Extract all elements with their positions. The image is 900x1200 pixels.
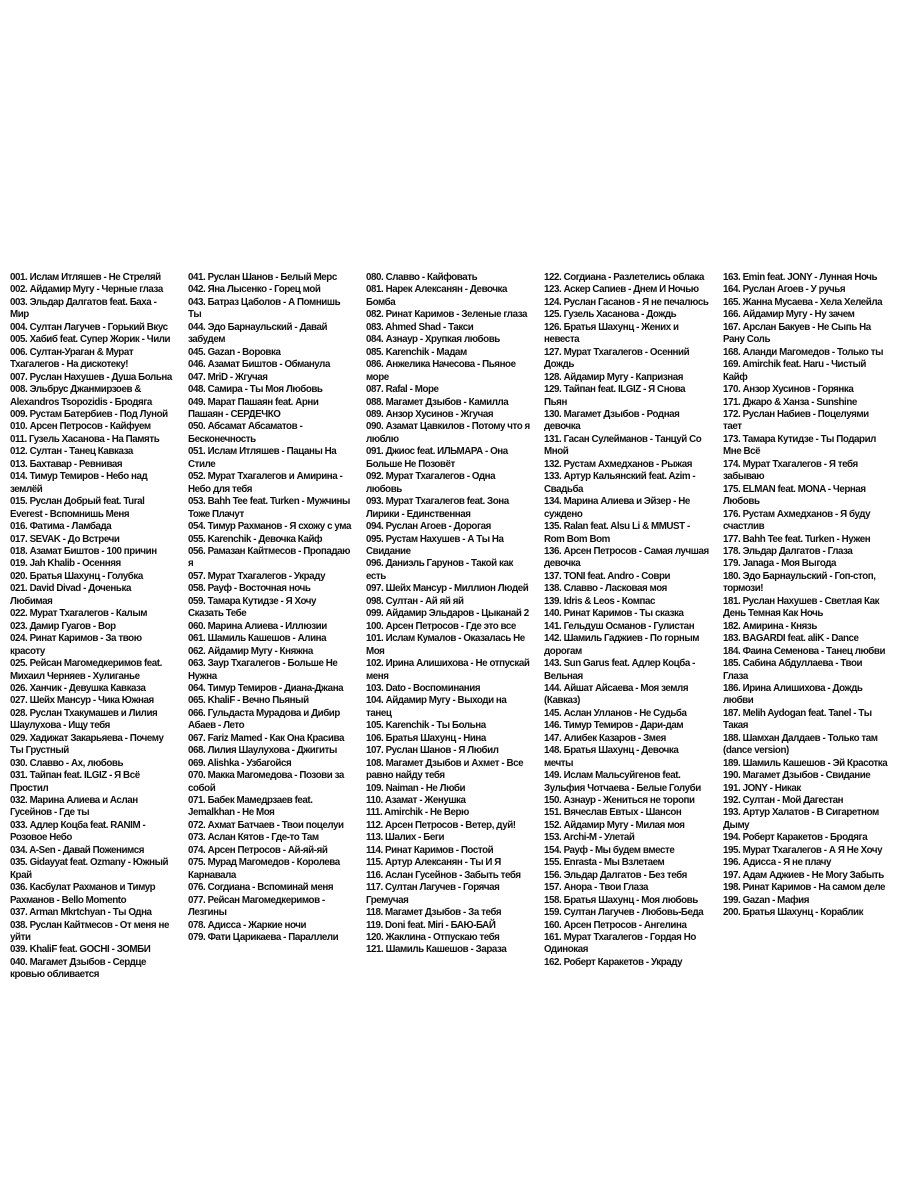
track-entry: 134. Марина Алиева и Эйзер - Не суждено (544, 496, 690, 520)
track-entry: 146. Тимур Темиров - Дари-дам (544, 720, 684, 732)
track-entry: 040. Магамет Дзыбов - Сердце кровью обливается (10, 956, 146, 981)
track-entry: 176. Рустам Ахмедханов - Я буду счастлив (723, 508, 871, 533)
track-entry: 007. Руслан Нахушев - Душа Больна (10, 371, 172, 383)
track-entry: 101. Ислам Кумалов - Оказалась Не Моя (366, 633, 525, 657)
track-entry: 108. Магамет Дзыбов и Ахмет - Все равно найду тебя (366, 757, 524, 782)
track-entry: 072. Ахмат Батчаев - Твои поцелуи (188, 819, 344, 831)
track-entry: 198. Ринат Каримов - На самом деле (723, 882, 886, 894)
track-entry: 113. Шалих - Беги (366, 832, 445, 844)
track-entry: 062. Айдамир Мугу - Княжна (188, 645, 313, 657)
track-entry: 085. Karenchik - Мадам (366, 346, 467, 358)
track-entry: 090. Азамат Цавкилов - Потому что я люблю (366, 421, 530, 445)
track-entry: 060. Марина Алиева - Иллюзии (188, 620, 327, 632)
track-entry: 033. Адлер Коцба feat. RANIM - Розовое Небо (10, 819, 146, 844)
track-entry: 174. Мурат Тхагалегов - Я тебя забываю (723, 458, 858, 483)
track-entry: 066. Гульдаста Мурадова и Дибир Абаев - Лето (188, 707, 340, 732)
track-entry: 079. Фати Царикаева - Параллели (188, 932, 339, 944)
tracklist-column-3 (366, 272, 531, 957)
track-entry: 183. BAGARDI feat. aliK - Dance (723, 633, 859, 645)
track-entry: 173. Тамара Кутидзе - Ты Подарил Мне Всё (723, 433, 876, 458)
track-entry: 088. Магамет Дзыбов - Камилла (366, 396, 509, 408)
track-entry: 144. Айшат Айсаева - Моя земля (Кавказ) (544, 682, 689, 707)
track-entry: 077. Рейсан Магомедкеримов - Лезгины (188, 894, 325, 919)
track-entry: 133. Артур Кальянский feat. Azim - Свадьба (544, 471, 696, 495)
track-entry: 109. Naiman - Не Люби (366, 782, 466, 794)
track-entry: 102. Ирина Алишихова - Не отпускай меня (366, 658, 530, 682)
track-entry: 115. Артур Алексанян - Ты И Я (366, 857, 501, 869)
track-entry: 043. Батраз Цаболов - А Помнишь Ты (188, 296, 341, 321)
track-entry: 002. Айдамир Мугу - Черные глаза (10, 284, 163, 296)
track-entry: 105. Karenchik - Ты Больна (366, 720, 486, 732)
track-entry: 071. Бабек Мамедрзаев feat. Jemalkhan - Не Моя (188, 795, 313, 819)
track-entry: 161. Мурат Тхагалегов - Гордая Но Одинокая (544, 932, 696, 956)
track-entry: 086. Анжелика Начесова - Пьяное море (366, 359, 516, 383)
track-entry: 143. Sun Garus feat. Адлер Коцба - Вельная (544, 658, 695, 682)
track-entry: 032. Марина Алиева и Аслан Гусейнов - Где ты (10, 795, 138, 819)
track-entry: 120. Жаклина - Отпускаю тебя (366, 932, 500, 944)
track-entry: 038. Руслан Кайтмесов - От меня не уйти (10, 919, 169, 944)
track-entry: 186. Ирина Алишихова - Дождь любви (723, 682, 863, 707)
track-entry: 058. Рауф - Восточная ночь (188, 583, 311, 595)
track-entry: 024. Ринат Каримов - За твою красоту (10, 633, 142, 657)
track-entry: 114. Ринат Каримов - Постой (366, 844, 494, 856)
track-entry: 031. Тайпан feat. ILGIZ - Я Всё Простил (10, 770, 140, 794)
track-entry: 037. Arman Mkrtchyan - Ты Одна (10, 907, 152, 919)
track-entry: 092. Мурат Тхагалегов - Одна любовь (366, 471, 496, 495)
track-entry: 119. Doni feat. Miri - БАЮ-БАЙ (366, 919, 496, 931)
track-entry: 013. Бахтавар - Ревнивая (10, 458, 123, 470)
track-entry: 151. Вячеслав Евтых - Шансон (544, 807, 682, 819)
track-entry: 135. Ralan feat. Alsu Li & MMUST - Rom Bom Bom (544, 521, 690, 545)
track-entry: 175. ELMAN feat. MONA - Черная Любовь (723, 483, 866, 508)
track-entry: 107. Руслан Шанов - Я Любил (366, 745, 499, 757)
track-entry: 188. Шамхан Далдаев - Только там (dance version) (723, 732, 878, 757)
track-entry: 001. Ислам Итляшев - Не Стреляй (10, 272, 161, 283)
track-entry: 181. Руслан Нахушев - Светлая Как День Темная Как Ночь (723, 595, 880, 620)
track-entry: 125. Гузель Хасанова - Дождь (544, 309, 677, 321)
track-entry: 078. Адисса - Жаркие ночи (188, 919, 307, 931)
track-entry: 129. Тайпан feat. ILGIZ - Я Снова Пьян (544, 384, 686, 408)
track-entry: 180. Эдо Барнаульский - Гоп-стоп, тормози! (723, 570, 876, 595)
track-entry: 049. Марат Пашаян feat. Арни Пашаян - СЕРДЕЧКО (188, 396, 319, 420)
track-entry: 035. Gidayyat feat. Ozmany - Южный Край (10, 857, 169, 881)
track-entry: 140. Ринат Каримов - Ты сказка (544, 608, 684, 620)
track-entry: 073. Аслан Кятов - Где-то Там (188, 832, 319, 844)
track-entry: 030. Славво - Ах, любовь (10, 757, 124, 769)
track-entry: 121. Шамиль Кашешов - Зараза (366, 944, 507, 956)
track-entry: 154. Рауф - Мы будем вместе (544, 844, 675, 856)
track-entry: 010. Арсен Петросов - Кайфуем (10, 421, 151, 433)
track-entry: 096. Даниэль Гарунов - Такой как есть (366, 558, 513, 582)
track-entry: 191. JONY - Никак (723, 782, 801, 794)
track-entry: 009. Рустам Батербиев - Под Луной (10, 408, 168, 420)
track-entry: 004. Султан Лагучев - Горький Вкус (10, 321, 168, 333)
track-entry: 142. Шамиль Гаджиев - По горным дорогам (544, 633, 700, 657)
track-entry: 012. Султан - Танец Кавказа (10, 446, 133, 458)
track-entry: 157. Анора - Твои Глаза (544, 882, 649, 894)
tracklist-column-1 (10, 272, 175, 982)
track-entry: 054. Тимур Рахманов - Я схожу с ума (188, 521, 351, 533)
track-entry: 028. Руслан Тхакумашев и Лилия Шаулухова - Ищу тебя (10, 707, 158, 732)
track-entry: 100. Арсен Петросов - Где это все (366, 620, 516, 632)
track-entry: 172. Руслан Набиев - Поцелуями тает (723, 408, 869, 433)
track-entry: 074. Арсен Петросов - Ай-яй-яй (188, 844, 328, 856)
track-entry: 123. Аскер Сапиев - Днем И Ночью (544, 284, 699, 296)
track-entry: 116. Аслан Гусейнов - Забыть тебя (366, 869, 521, 881)
track-entry: 145. Аслан Улланов - Не Судьба (544, 707, 687, 719)
track-entry: 130. Магамет Дзыбов - Родная девочка (544, 408, 680, 433)
track-entry: 153. Archi-M - Улетай (544, 832, 635, 844)
track-entry: 190. Магамет Дзыбов - Свидание (723, 770, 871, 782)
track-entry: 168. Аланди Магомедов - Только ты (723, 346, 884, 358)
track-entry: 192. Султан - Мой Дагестан (723, 795, 844, 807)
track-entry: 091. Джиос feat. ИЛЬМАРА - Она Больше Не Позовёт (366, 446, 508, 470)
track-entry: 021. David Divad - Доченька Любимая (10, 583, 131, 607)
track-entry: 095. Рустам Нахушев - А Ты На Свидание (366, 533, 504, 557)
track-entry: 171. Джаро & Ханза - Sunshine (723, 396, 857, 408)
track-entry: 036. Касбулат Рахманов и Тимур Рахманов - Bello Momento (10, 882, 156, 906)
track-entry: 122. Согдиана - Разлетелись облака (544, 272, 704, 283)
track-entry: 011. Гузель Хасанова - На Память (10, 433, 160, 445)
track-entry: 160. Арсен Петросов - Ангелина (544, 919, 687, 931)
track-entry: 132. Рустам Ахмедханов - Рыжая (544, 458, 693, 470)
track-entry: 106. Братья Шахунц - Нина (366, 732, 486, 744)
track-entry: 104. Айдамир Мугу - Выходи на танец (366, 695, 507, 719)
track-entry: 087. Rafal - Море (366, 384, 439, 396)
track-entry: 059. Тамара Кутидзе - Я Хочу Сказать Тебе (188, 595, 317, 620)
track-entry: 165. Жанна Мусаева - Хела Хелейла (723, 296, 883, 308)
track-entry: 089. Анзор Хусинов - Жгучая (366, 408, 494, 420)
track-entry: 199. Gazan - Мафия (723, 894, 810, 906)
track-entry: 044. Эдо Барнаульский - Давай забудем (188, 321, 328, 346)
track-entry: 141. Гельдуш Османов - Гулистан (544, 620, 695, 632)
track-entry: 093. Мурат Тхагалегов feat. Зона Лирики - Единственная (366, 496, 509, 520)
track-entry: 178. Эльдар Далгатов - Глаза (723, 545, 853, 557)
track-entry: 099. Айдамир Эльдаров - Цыканай 2 (366, 608, 529, 620)
track-entry: 083. Ahmed Shad - Такси (366, 321, 474, 333)
track-entry: 177. Bahh Tee feat. Turken - Нужен (723, 533, 871, 545)
track-entry: 127. Мурат Тхагалегов - Осенний Дождь (544, 346, 690, 371)
tracklist-column-5 (723, 272, 888, 920)
track-entry: 048. Самира - Ты Моя Любовь (188, 384, 323, 396)
track-entry: 082. Ринат Каримов - Зеленые глаза (366, 309, 528, 321)
track-entry: 006. Султан-Ураган & Мурат Тхагалегов - На дискотеку! (10, 346, 134, 371)
track-entry: 045. Gazan - Воровка (188, 346, 281, 358)
track-entry: 064. Тимур Темиров - Диана-Джана (188, 682, 344, 694)
track-entry: 019. Jah Khalib - Осенняя (10, 558, 121, 570)
track-entry: 166. Айдамир Мугу - Ну зачем (723, 309, 855, 321)
track-entry: 155. Enrasta - Мы Взлетаем (544, 857, 665, 869)
track-entry: 117. Султан Лагучев - Горячая Гремучая (366, 882, 500, 906)
track-entry: 052. Мурат Тхагалегов и Амирина - Небо для тебя (188, 471, 343, 495)
track-entry: 003. Эльдар Далгатов feat. Баха - Мир (10, 296, 157, 321)
track-entry: 008. Эльбрус Джанмирзоев & Alexandros Tsopozidis - Бродяга (10, 384, 152, 408)
track-entry: 110. Азамат - Женушка (366, 795, 466, 807)
track-entry: 167. Арслан Бакуев - Не Сыпь На Рану Соль (723, 321, 871, 346)
track-entry: 126. Братья Шахунц - Жених и невеста (544, 321, 679, 346)
track-entry: 111. Amirchik - Не Верю (366, 807, 469, 819)
track-entry: 103. Dato - Воспоминания (366, 682, 481, 694)
track-entry: 053. Bahh Tee feat. Turken - Мужчины Тоже Плачут (188, 496, 350, 520)
track-entry: 017. SEVAK - До Встречи (10, 533, 120, 545)
track-entry: 163. Emin feat. JONY - Лунная Ночь (723, 272, 878, 283)
track-entry: 018. Азамат Биштов - 100 причин (10, 545, 157, 557)
track-entry: 112. Арсен Петросов - Ветер, дуй! (366, 819, 516, 831)
track-entry: 076. Согдиана - Вспоминай меня (188, 882, 334, 894)
track-entry: 137. TONI feat. Andro - Соври (544, 570, 671, 582)
track-entry: 041. Руслан Шанов - Белый Мерс (188, 272, 337, 283)
track-entry: 187. Melih Aydogan feat. Tanel - Ты Такая (723, 707, 872, 732)
track-entry: 065. KhaliF - Вечно Пьяный (188, 695, 309, 707)
track-entry: 138. Славво - Ласковая моя (544, 583, 667, 595)
track-entry: 047. MriD - Жгучая (188, 371, 268, 383)
track-entry: 169. Amirchik feat. Haru - Чистый Кайф (723, 359, 866, 383)
track-entry: 016. Фатима - Ламбада (10, 521, 112, 533)
track-entry: 170. Анзор Хусинов - Горянка (723, 384, 854, 396)
track-entry: 150. Азнаур - Жениться не торопи (544, 795, 695, 807)
track-entry: 182. Амирина - Князь (723, 620, 817, 632)
track-entry: 080. Славво - Кайфовать (366, 272, 478, 283)
track-entry: 156. Эльдар Далгатов - Без тебя (544, 869, 687, 881)
tracklist-column-4 (544, 272, 709, 969)
track-entry: 068. Лилия Шаулухова - Джигиты (188, 745, 337, 757)
track-entry: 081. Нарек Алексанян - Девочка Бомба (366, 284, 508, 308)
track-entry: 136. Арсен Петросов - Самая лучшая девочка (544, 545, 709, 570)
track-entry: 070. Макка Магомедова - Позови за собой (188, 770, 344, 794)
track-entry: 020. Братья Шахунц - Голубка (10, 570, 143, 582)
track-entry: 061. Шамиль Кашешов - Алина (188, 633, 327, 645)
track-entry: 056. Рамазан Кайтмесов - Пропадаю я (188, 545, 351, 570)
track-entry: 159. Султан Лагучев - Любовь-Беда (544, 907, 704, 919)
track-entry: 139. Idris & Leos - Компас (544, 595, 656, 607)
track-entry: 195. Мурат Тхагалегов - А Я Не Хочу (723, 844, 883, 856)
track-entry: 179. Janaga - Моя Выгода (723, 558, 837, 570)
track-entry: 015. Руслан Добрый feat. Tural Everest - Вспомнишь Меня (10, 496, 145, 520)
track-entry: 075. Мурад Магомедов - Королева Карнавала (188, 857, 340, 881)
track-entry: 014. Тимур Темиров - Небо над землёй (10, 471, 148, 495)
track-entry: 118. Магамет Дзыбов - За тебя (366, 907, 502, 919)
track-entry: 084. Азнаур - Хрупкая любовь (366, 334, 500, 346)
track-entry: 026. Ханчик - Девушка Кавказа (10, 682, 146, 694)
track-entry: 027. Шейх Мансур - Чика Южная (10, 695, 154, 707)
track-entry: 034. A-Sen - Давай Поженимся (10, 844, 144, 856)
track-entry: 158. Братья Шахунц - Моя любовь (544, 894, 698, 906)
track-entry: 149. Ислам Мальсуйгенов feat. Зульфия Чотчаева - Белые Голуби (544, 770, 701, 794)
track-entry: 069. Alishka - Узбагойся (188, 757, 292, 769)
track-entry: 193. Артур Халатов - В Сигаретном Дыму (723, 807, 879, 831)
track-entry: 022. Мурат Тхагалегов - Калым (10, 608, 148, 620)
track-entry: 005. Хабиб feat. Супер Жорик - Чили (10, 334, 171, 346)
track-entry: 185. Сабина Абдуллаева - Твои Глаза (723, 658, 863, 682)
track-entry: 042. Яна Лысенко - Горец мой (188, 284, 321, 296)
track-entry: 128. Айдамир Мугу - Капризная (544, 371, 684, 383)
track-entry: 025. Рейсан Магомедкеримов feat. Михаил Черняев - Хулиганье (10, 658, 162, 682)
track-entry: 046. Азамат Биштов - Обманула (188, 359, 330, 371)
track-entry: 023. Дамир Гуагов - Вор (10, 620, 116, 632)
track-entry: 029. Хадижат Закарьяева - Почему Ты Грустный (10, 732, 164, 757)
track-entry: 148. Братья Шахунц - Девочка мечты (544, 745, 679, 769)
track-entry: 094. Руслан Агоев - Дорогая (366, 521, 491, 533)
track-entry: 063. Заур Тхагалегов - Больше Не Нужна (188, 658, 338, 682)
track-entry: 162. Роберт Каракетов - Украду (544, 956, 683, 968)
track-entry: 147. Алибек Казаров - Змея (544, 732, 666, 744)
track-entry: 051. Ислам Итляшев - Пацаны На Стиле (188, 446, 337, 470)
track-entry: 200. Братья Шахунц - Кораблик (723, 907, 864, 919)
track-entry: 197. Адам Аджиев - Не Могу Забыть (723, 869, 884, 881)
track-entry: 152. Айдамир Мугу - Милая моя (544, 819, 685, 831)
track-entry: 196. Адисса - Я не плачу (723, 857, 832, 869)
track-entry: 050. Абсамат Абсаматов - Бесконечность (188, 421, 303, 445)
track-entry: 097. Шейх Мансур - Миллион Людей (366, 583, 529, 595)
track-entry: 057. Мурат Тхагалегов - Украду (188, 570, 326, 582)
track-entry: 055. Karenchik - Девочка Кайф (188, 533, 323, 545)
track-entry: 039. KhaliF feat. GOCHI - ЗОМБИ (10, 944, 151, 956)
track-entry: 131. Гасан Сулейманов - Танцуй Со Мной (544, 433, 702, 458)
track-entry: 124. Руслан Гасанов - Я не печалюсь (544, 296, 709, 308)
track-entry: 164. Руслан Агоев - У ручья (723, 284, 846, 296)
tracklist-column-2 (188, 272, 353, 944)
track-entry: 184. Фаина Семенова - Танец любви (723, 645, 886, 657)
track-entry: 194. Роберт Каракетов - Бродяга (723, 832, 868, 844)
track-entry: 189. Шамиль Кашешов - Эй Красотка (723, 757, 888, 769)
track-entry: 067. Fariz Mamed - Как Она Красива (188, 732, 344, 744)
track-entry: 098. Султан - Ай яй яй (366, 595, 464, 607)
